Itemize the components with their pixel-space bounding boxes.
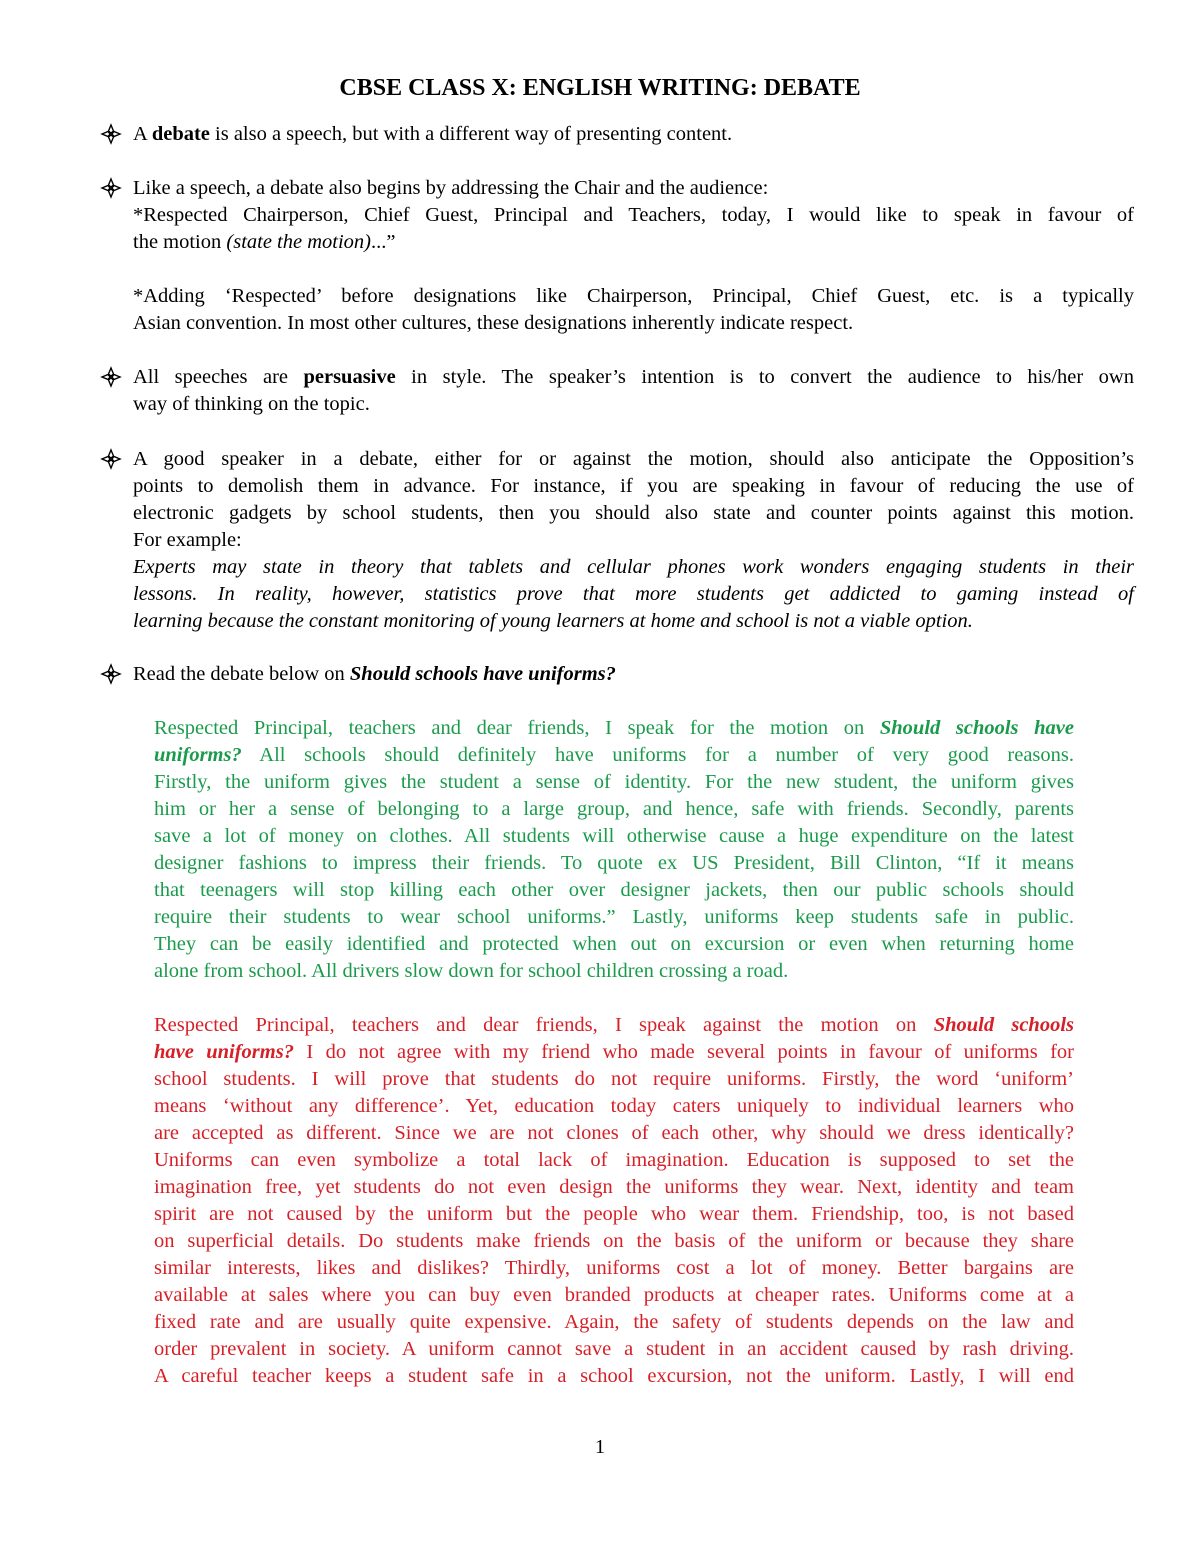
bullet-anticipate-opposition: [100, 446, 1134, 635]
italic-span: (state the motion): [226, 231, 372, 253]
paragraph-line: way of thinking on the topic.: [133, 393, 370, 415]
speech-line: alone from school. All drivers slow down for school children crossing a road.: [154, 960, 789, 982]
debate-topic: Should schools have uniforms?: [349, 663, 616, 685]
text-span: All speeches are: [133, 366, 304, 388]
speech-line: designer fashions to impress their friends. To quote ex US President, Bill Clinton, “If it means: [154, 852, 1074, 874]
speech-line: him or her a sense of belonging to a large group, and hence, safe with friends. Secondly, parents: [154, 798, 1074, 820]
page-number: 1: [594, 1436, 606, 1458]
speech-line: available at sales where you can buy even branded products at cheaper rates. Uniforms come at a: [154, 1284, 1074, 1306]
speech-against-motion: [154, 1012, 1074, 1390]
speech-line: Firstly, the uniform gives the student a sense of identity. For the new student, the uniform gives: [154, 771, 1074, 793]
speech-line: that teenagers will stop killing each other over designer jackets, then our public schools should: [154, 879, 1074, 901]
motion-title: uniforms?: [154, 744, 242, 766]
speech-line: are accepted as different. Since we are not clones of each other, why should we dress identically?: [154, 1122, 1074, 1144]
note-line: Asian convention. In most other cultures, these designations inherently indicate respect.: [133, 312, 854, 334]
speech-line: spirit are not caused by the uniform but the people who wear them. Friendship, too, is not based: [154, 1203, 1074, 1225]
text-span: the motion: [133, 231, 227, 253]
text-span: I do not agree with my friend who made several points in favour of uniforms for: [293, 1041, 1074, 1063]
motion-title: Should schools have: [879, 717, 1074, 739]
bullet-read-debate: [100, 661, 1134, 688]
bullet-debate-definition: [100, 121, 1134, 148]
bold-term: persuasive: [303, 366, 396, 388]
four-diamond-bullet-icon: [100, 122, 122, 146]
paragraph-line: For example:: [133, 529, 242, 551]
text-span: ...”: [371, 231, 396, 253]
speech-line: on superficial details. Do students make friends on the basis of the uniform or because they share: [154, 1230, 1074, 1252]
four-diamond-bullet-icon: [100, 176, 122, 200]
bullet-addressing-chair: [100, 175, 1134, 337]
text-span: in style. The speaker’s intention is to convert the audience to his/her own: [395, 366, 1134, 388]
speech-line: school students. I will prove that students do not require uniforms. Firstly, the word ‘uniform’: [154, 1068, 1074, 1090]
text-span: A: [133, 123, 152, 145]
four-diamond-bullet-icon: [100, 662, 122, 686]
bullet-persuasive: [100, 364, 1134, 418]
text-span: Read the debate below on: [133, 663, 350, 685]
speech-line: A careful teacher keeps a student safe in a school excursion, not the uniform. Lastly, I will end: [154, 1365, 1074, 1387]
speech-line: They can be easily identified and protected when out on excursion or even when returning home: [154, 933, 1074, 955]
note-line: *Adding ‘Respected’ before designations like Chairperson, Principal, Chief Guest, etc. is a typically: [133, 285, 1134, 307]
paragraph-line: A good speaker in a debate, either for or against the motion, should also anticipate the Opposition’s: [133, 448, 1134, 470]
example-line: learning because the constant monitoring of young learners at home and school is not a viable option.: [133, 610, 973, 632]
text-span: Respected Principal, teachers and dear friends, I speak against the motion on: [154, 1014, 934, 1036]
paragraph-line: electronic gadgets by school students, then you should also state and counter points against this motion.: [133, 502, 1134, 524]
text-span: All schools should definitely have uniforms for a number of very good reasons.: [241, 744, 1074, 766]
paragraph-line: points to demolish them in advance. For instance, if you are speaking in favour of reducing the use of: [133, 475, 1134, 497]
four-diamond-bullet-icon: [100, 447, 122, 471]
speech-line: imagination free, yet students do not even design the uniforms they wear. Next, identity and team: [154, 1176, 1074, 1198]
four-diamond-bullet-icon: [100, 365, 122, 389]
speech-for-motion: [154, 715, 1074, 985]
speech-line: require their students to wear school uniforms.” Lastly, uniforms keep students safe in public.: [154, 906, 1074, 928]
page-title: CBSE CLASS X: ENGLISH WRITING: DEBATE: [339, 75, 861, 101]
motion-title: Should schools: [933, 1014, 1074, 1036]
example-line: lessons. In reality, however, statistics prove that more students get addicted to gaming instead of: [133, 583, 1134, 605]
paragraph-line: Like a speech, a debate also begins by addressing the Chair and the audience:: [133, 177, 769, 199]
speech-line: similar interests, likes and dislikes? Thirdly, uniforms cost a lot of money. Better bargains are: [154, 1257, 1074, 1279]
bold-term: debate: [151, 123, 210, 145]
example-line: Experts may state in theory that tablets and cellular phones work wonders engaging students in their: [133, 556, 1134, 578]
speech-line: Uniforms can even symbolize a total lack of imagination. Education is supposed to set the: [154, 1149, 1074, 1171]
text-span: is also a speech, but with a different way of presenting content.: [209, 123, 733, 145]
speech-line: means ‘without any difference’. Yet, education today caters uniquely to individual learners who: [154, 1095, 1074, 1117]
paragraph-line: *Respected Chairperson, Chief Guest, Principal and Teachers, today, I would like to speak in favour of: [133, 204, 1134, 226]
speech-line: fixed rate and are usually quite expensive. Again, the safety of students depends on the law and: [154, 1311, 1074, 1333]
speech-line: order prevalent in society. A uniform cannot save a student in an accident caused by rash driving.: [154, 1338, 1074, 1360]
speech-line: save a lot of money on clothes. All students will otherwise cause a huge expenditure on the latest: [154, 825, 1074, 847]
motion-title: have uniforms?: [154, 1041, 294, 1063]
text-span: Respected Principal, teachers and dear friends, I speak for the motion on: [154, 717, 880, 739]
